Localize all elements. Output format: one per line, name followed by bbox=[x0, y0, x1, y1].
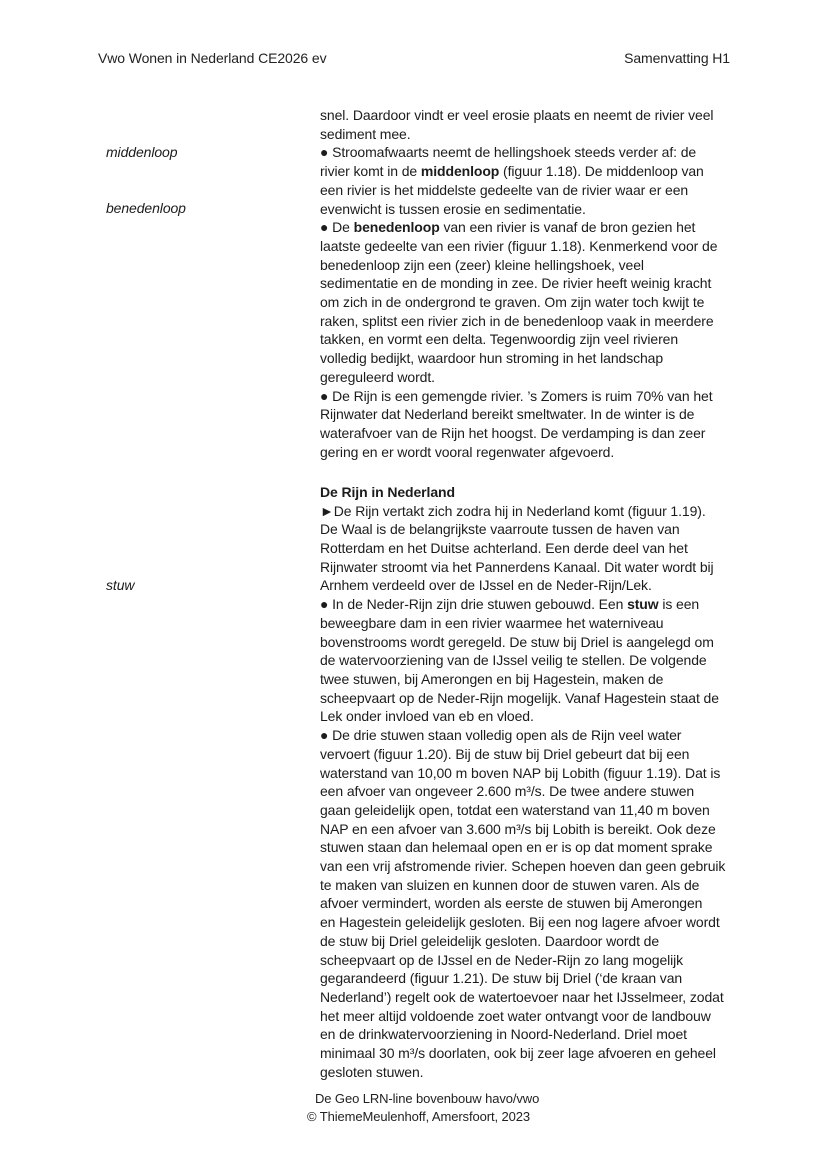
header-course-title: Vwo Wonen in Nederland CE2026 ev bbox=[98, 50, 327, 66]
text-run: is een beweegbare dam in een rivier waarmee het waterniveau bovenstrooms wordt geregeld. De stuw bij Driel is aangelegd om de watervoorziening van de IJssel veilig te stellen. De volgende twee stuwen, bij Amerongen en bij Hagestein, maken de scheepvaart op de Neder-Rijn mogelijk. Vanaf Hagestein staat de Lek onder invloed van eb en vloed. bbox=[320, 596, 719, 725]
text-run: ● De drie stuwen staan volledig open als de Rijn veel water vervoert (figuur 1.20). Bij de stuw bij Driel gebeurt dat bij een waterstand van 10,00 m boven NAP bij Lobith (figuur 1.19). Dat is een afvoer van ongeveer 2.600 m³/s. De twee andere stuwen gaan geleidelijk open, totdat een waterstand van 11,40 m boven NAP en een afvoer van 3.600 m³/s bij Lobith is bereikt. Ook deze stuwen staan dan helemaal open en er is op dat moment sprake van een vrij afstromende rivier. Schepen hoeven dan geen gebruik te maken van sluizen en kunnen door de stuwen varen. Als de afvoer vermindert, worden als eerste de stuwen bij Amerongen en Hagestein geleidelijk gesloten. Bij een nog lagere afvoer wordt de stuw bij Driel geleidelijk gesloten. Daardoor wordt de scheepvaart op de IJssel en de Neder-Rijn zo lang mogelijk gegarandeerd (figuur 1.21). De stuw bij Driel (‘de kraan van Nederland’) regelt ook de watertoevoer naar het IJsselmeer, zodat het meer altijd voldoende zoet water ontvangt voor de landbouw en de drinkwatervoorziening in Noord-Nederland. Driel moet minimaal 30 m³/s doorlaten, ook bij zeer lage afvoeren en geheel gesloten stuwen. bbox=[320, 727, 726, 1080]
paragraph bbox=[320, 502, 780, 596]
paragraph bbox=[320, 106, 780, 143]
text-run: ● De Rijn is een gemengde rivier. ’s Zomers is ruim 70% van het Rijnwater dat Nederland bereikt smeltwater. In de winter is de waterafvoer van de Rijn het hoogst. De verdamping is dan zeer gering en er wordt vooral regenwater afgevoerd. bbox=[320, 387, 713, 460]
paragraph bbox=[320, 726, 780, 1081]
page-footer bbox=[307, 1090, 539, 1125]
paragraph bbox=[320, 387, 780, 462]
paragraph bbox=[320, 218, 780, 386]
bold-term: De Rijn in Nederland bbox=[320, 483, 455, 500]
text-run: snel. Daardoor vindt er veel erosie plaats en neemt de rivier veel sediment mee. bbox=[320, 107, 714, 142]
text-run: (figuur 1.18). De middenloop van een rivier is het middelste gedeelte van de rivier waar er een evenwicht is tussen erosie en sedimentatie. bbox=[320, 163, 704, 217]
text-run: ● In de Neder-Rijn zijn drie stuwen gebouwd. Een bbox=[320, 596, 628, 613]
margin-term-middenloop: middenloop bbox=[106, 144, 178, 160]
footer-copyright: © ThiemeMeulenhoff, Amersfoort, 2023 bbox=[307, 1108, 531, 1124]
bold-term: benedenloop bbox=[353, 219, 440, 236]
paragraph bbox=[320, 595, 780, 726]
footer-series-title: De Geo LRN-line bovenbouw havo/vwo bbox=[315, 1091, 540, 1106]
text-run: ● De bbox=[320, 219, 354, 236]
text-run: ►De Rijn vertakt zich zodra hij in Nederland komt (figuur 1.19). De Waal is de belangrijkste vaarroute tussen de haven van Rotterdam en het Duitse achterland. Een derde deel van het Rijnwater stroomt via het Pannerdens Kanaal. Dit water wordt bij Arnhem verdeeld over de IJssel en de Neder-Rijn/Lek. bbox=[320, 502, 714, 594]
header-summary-label: Samenvatting H1 bbox=[624, 50, 730, 66]
bold-term: stuw bbox=[627, 596, 659, 613]
paragraph-spacer bbox=[320, 461, 780, 483]
bold-term: middenloop bbox=[420, 163, 500, 180]
margin-term-stuw: stuw bbox=[106, 577, 135, 593]
paragraph bbox=[320, 143, 780, 218]
section-heading bbox=[320, 483, 780, 502]
body-text-column bbox=[320, 106, 780, 1081]
margin-term-benedenloop: benedenloop bbox=[106, 200, 186, 216]
text-run: ● Stroomafwaarts neemt de hellingshoek steeds verder af: de rivier komt in de bbox=[320, 144, 697, 180]
text-run: van een rivier is vanaf de bron gezien het laatste gedeelte van een rivier (figuur 1.18). Kenmerkend voor de benedenloop zijn een (zeer) kleine hellingshoek, veel sedimentatie en de monding in zee. De rivier heeft weinig kracht om zich in de ondergrond te graven. Om zijn water toch kwijt te raken, splitst een rivier zich in de benedenloop vaak in meerdere takken, en vormt een delta. Tegenwoordig zijn veel rivieren volledig bedijkt, waardoor hun stroming in het landschap gereguleerd wordt. bbox=[320, 219, 718, 385]
